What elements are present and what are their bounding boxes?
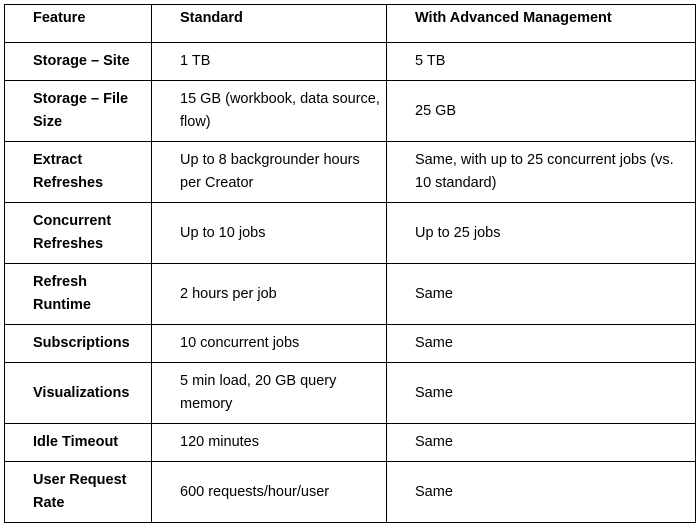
- table-row: [5, 462, 696, 523]
- feature-cell: Refresh Runtime: [5, 264, 152, 325]
- advanced-cell: Same: [387, 424, 696, 462]
- standard-cell: 15 GB (workbook, data source, flow): [152, 81, 387, 142]
- standard-cell: 1 TB: [152, 43, 387, 81]
- standard-cell: 10 concurrent jobs: [152, 325, 387, 363]
- table-header-row: [5, 5, 696, 43]
- standard-cell: 120 minutes: [152, 424, 387, 462]
- feature-cell: Subscriptions: [5, 325, 152, 363]
- standard-cell: 5 min load, 20 GB query memory: [152, 363, 387, 424]
- table-row: [5, 142, 696, 203]
- table-row: [5, 325, 696, 363]
- feature-cell: Concurrent Refreshes: [5, 203, 152, 264]
- advanced-cell: 5 TB: [387, 43, 696, 81]
- table-row: [5, 424, 696, 462]
- advanced-cell: Same: [387, 264, 696, 325]
- standard-cell: Up to 10 jobs: [152, 203, 387, 264]
- advanced-cell: 25 GB: [387, 81, 696, 142]
- advanced-cell: Up to 25 jobs: [387, 203, 696, 264]
- table-row: [5, 363, 696, 424]
- advanced-cell: Same, with up to 25 concurrent jobs (vs. 10 standard): [387, 142, 696, 203]
- feature-cell: Idle Timeout: [5, 424, 152, 462]
- header-feature: Feature: [5, 5, 152, 43]
- feature-cell: User Request Rate: [5, 462, 152, 523]
- advanced-cell: Same: [387, 325, 696, 363]
- advanced-cell: Same: [387, 462, 696, 523]
- advanced-cell: Same: [387, 363, 696, 424]
- table-row: [5, 43, 696, 81]
- feature-cell: Visualizations: [5, 363, 152, 424]
- feature-cell: Storage – Site: [5, 43, 152, 81]
- standard-cell: 2 hours per job: [152, 264, 387, 325]
- standard-cell: Up to 8 backgrounder hours per Creator: [152, 142, 387, 203]
- table-row: [5, 203, 696, 264]
- feature-cell: Extract Refreshes: [5, 142, 152, 203]
- header-standard: Standard: [152, 5, 387, 43]
- standard-cell: 600 requests/hour/user: [152, 462, 387, 523]
- feature-comparison-table: [4, 4, 696, 523]
- feature-cell: Storage – File Size: [5, 81, 152, 142]
- table-row: [5, 81, 696, 142]
- table-row: [5, 264, 696, 325]
- header-advanced-management: With Advanced Management: [387, 5, 696, 43]
